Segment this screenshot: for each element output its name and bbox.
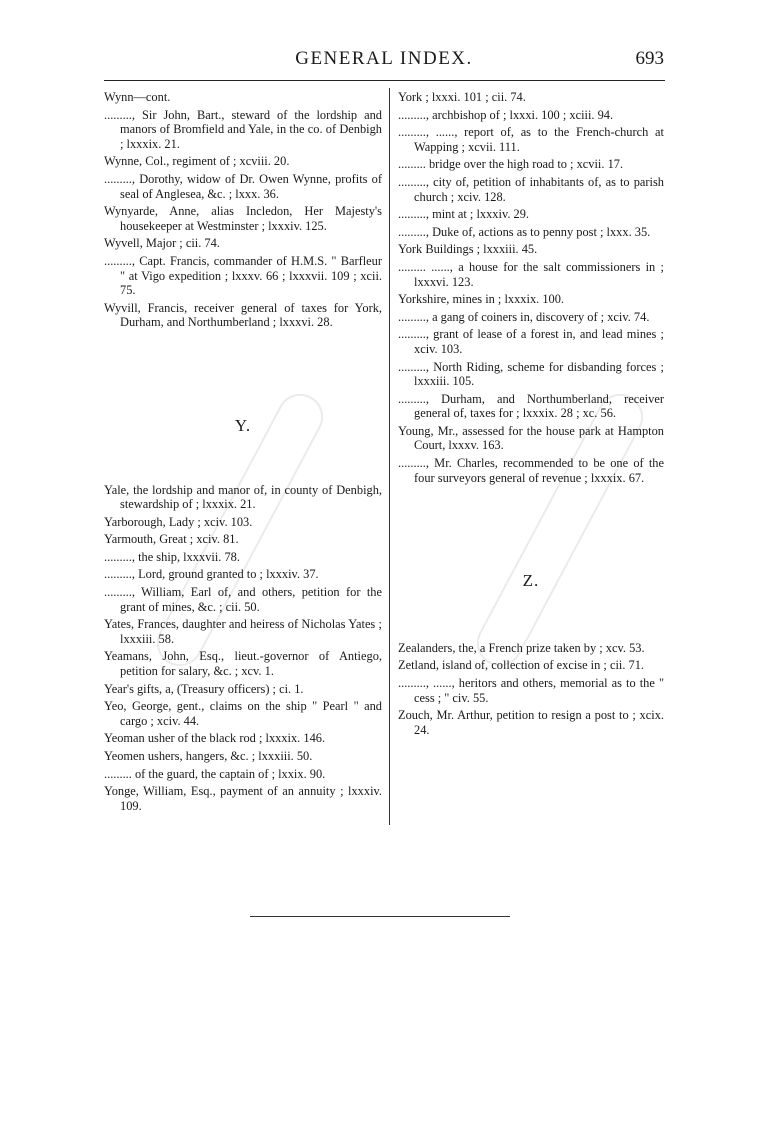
index-entry: ........., North Riding, scheme for disbanding forces ; lxxxiii. 105. (398, 359, 664, 389)
index-entry: York Buildings ; lxxxiii. 45. (398, 242, 538, 257)
index-entry: ........., a gang of coiners in, discovery of ; xciv. 74. (398, 309, 650, 324)
index-entry: ........., ......, report of, as to the French-church at Wapping ; xcvii. 111. (398, 125, 664, 154)
index-entry: ........., William, Earl of, and others, petition for the grant of mines, &c. ; cii. 50. (104, 585, 382, 614)
index-entry: Zealanders, the, a French prize taken by ; xcv. 53. (398, 640, 645, 655)
index-entry: York ; lxxxi. 101 ; cii. 74. (398, 90, 526, 104)
index-entry: Young, Mr., assessed for the house park at Hampton Court, lxxxv. 163. (398, 423, 664, 453)
index-entry: ......... ......, a house for the salt commissioners in ; lxxxvi. 123. (398, 259, 664, 289)
entries-w-list (104, 90, 382, 330)
index-entry: Yates, Frances, daughter and heiress of Nicholas Yates ; lxxxiii. 58. (104, 617, 382, 646)
index-entry: Yonge, William, Esq., payment of an annuity ; lxxxiv. 109. (104, 784, 382, 813)
index-entry: ........., Durham, and Northumberland, receiver general of, taxes for ; lxxxix. 28 ; xc. 56. (398, 391, 664, 421)
left-column (104, 90, 382, 816)
index-entry: Yorkshire, mines in ; lxxxix. 100. (398, 292, 565, 307)
bottom-rule (250, 916, 510, 917)
index-entry: ........., archbishop of ; lxxxi. 100 ; xciii. 94. (398, 107, 614, 122)
index-entry: Wynyarde, Anne, alias Incledon, Her Majesty's housekeeper at Westminster ; lxxxiv. 125. (104, 204, 382, 233)
index-entry: Yeamans, John, Esq., lieut.-governor of Antiego, petition for salary, &c. ; xcv. 1. (104, 649, 382, 679)
page-number: 693 (635, 48, 664, 69)
index-entry: ........., Mr. Charles, recommended to be one of the four surveyors general of revenue ; lxxxix. 67. (398, 456, 664, 485)
index-entry: ........., Sir John, Bart., steward of the lordship and manors of Bromfield and Yale, in the co. of Denbigh ; lxxxix. 21. (104, 107, 382, 151)
section-heading-y: Y. (234, 415, 252, 435)
index-entry: Yale, the lordship and manor of, in county of Denbigh, stewardship of ; lxxxix. 21. (104, 482, 382, 512)
column-divider (389, 88, 390, 825)
page-header (104, 48, 664, 78)
index-entry: Yarmouth, Great ; xciv. 81. (104, 532, 239, 547)
right-column (398, 90, 664, 740)
index-entry: ........., Dorothy, widow of Dr. Owen Wynne, profits of seal of Anglesea, &c. ; lxxx. 36. (104, 171, 382, 201)
header-rule (104, 80, 665, 81)
entries-z-list (398, 641, 664, 738)
index-entry: ........., Lord, ground granted to ; lxxxiv. 37. (104, 567, 319, 582)
entries-y-list (104, 483, 382, 814)
index-entry: Wyvill, Francis, receiver general of taxes for York, Durham, and Northumberland ; lxxxvi. 28. (104, 300, 382, 330)
index-entry: ......... bridge over the high road to ; xcvii. 17. (398, 157, 624, 172)
page-title: GENERAL INDEX. (295, 48, 473, 69)
index-entry: ........., ......, heritors and others, memorial as to the " cess ; " civ. 55. (398, 676, 664, 705)
index-entry: Year's gifts, a, (Treasury officers) ; ci. 1. (104, 681, 304, 696)
index-entry: Wynn—cont. (104, 90, 171, 104)
index-entry: Yeo, George, gent., claims on the ship " Pearl " and cargo ; xciv. 44. (104, 699, 382, 728)
index-entry: Yarborough, Lady ; xciv. 103. (104, 514, 253, 529)
index-entry: ......... of the guard, the captain of ; lxxix. 90. (104, 766, 326, 781)
index-entry: Wynne, Col., regiment of ; xcviii. 20. (104, 154, 290, 169)
index-entry: ........., grant of lease of a forest in, and lead mines ; xciv. 103. (398, 327, 664, 356)
index-entry: Yeomen ushers, hangers, &c. ; lxxxiii. 50. (104, 749, 313, 763)
index-entry: ........., mint at ; lxxxiv. 29. (398, 207, 530, 222)
index-entry: ........., city of, petition of inhabitants of, as to parish church ; xciv. 128. (398, 174, 664, 204)
section-heading-z: Z. (522, 571, 540, 591)
index-entry: Wyvell, Major ; cii. 74. (104, 236, 220, 251)
index-entry: ........., Duke of, actions as to penny post ; lxxx. 35. (398, 224, 651, 239)
index-entry: Zouch, Mr. Arthur, petition to resign a post to ; xcix. 24. (398, 708, 664, 737)
index-entry: Yeoman usher of the black rod ; lxxxix. 146. (104, 731, 326, 746)
entries-y-continued-list (398, 90, 664, 485)
index-entry: ........., Capt. Francis, commander of H.M.S. " Barfleur " at Vigo expedition ; lxxxv. 66 ; lxxxvii. 109 ; xcii. 75. (104, 253, 382, 298)
index-entry: ........., the ship, lxxxvii. 78. (104, 549, 240, 564)
index-entry: Zetland, island of, collection of excise in ; cii. 71. (398, 658, 645, 673)
